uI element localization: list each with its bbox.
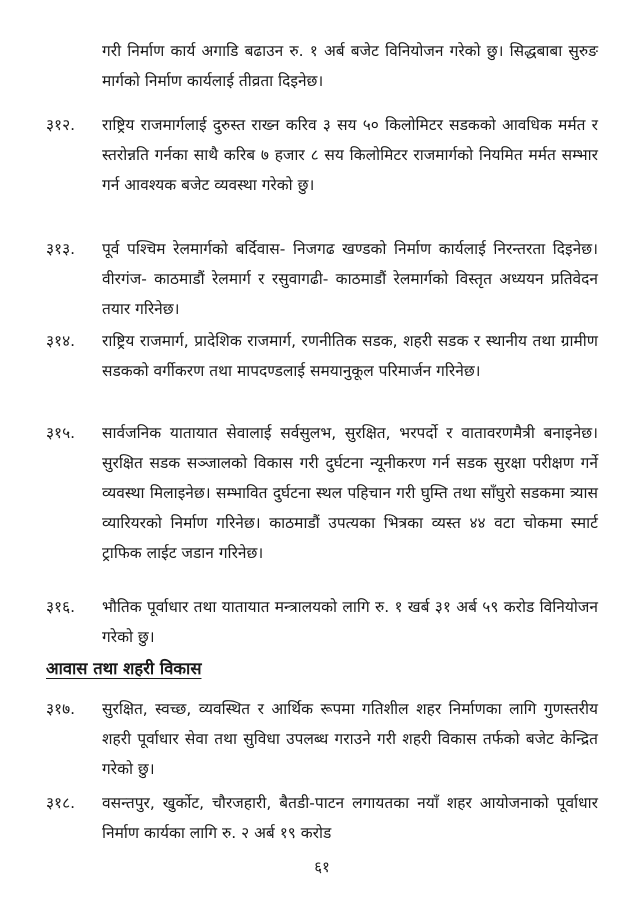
paragraph-316: [46, 592, 598, 652]
paragraph-number: ३१२.: [46, 116, 76, 134]
paragraph-315: [46, 418, 598, 568]
paragraph-number: ३१५.: [46, 424, 76, 442]
paragraph-318: [46, 788, 598, 848]
paragraph-text: राष्ट्रिय राजमार्गलाई दुरुस्त राख्न करिव ३ सय ५० किलोमिटर सडकको आवधिक मर्मत र स्तरोन्नति गर्नका साथै करिब ७ हजार ८ सय किलोमिटर राजमार्गको नियमित मर्मत सम्भार गर्न आवश्यक बजेट व्यवस्था गरेको छु।: [102, 116, 598, 194]
paragraph-number: ३१६.: [46, 598, 76, 616]
paragraph-text: पूर्व पश्चिम रेलमार्गको बर्दिवास- निजगढ खण्डको निर्माण कार्यलाई निरन्तरता दिइनेछ। वीरगंज- काठमाडौं रेलमार्ग र रसुवागढी- काठमाडौं रेलमार्गको विस्तृत अध्ययन प्रतिवेदन तयार गरिनेछ।: [102, 240, 598, 318]
paragraph-text: सुरक्षित, स्वच्छ, व्यवस्थित र आर्थिक रूपमा गतिशील शहर निर्माणका लागि गुणस्तरीय शहरी पूर्वाधार सेवा तथा सुविधा उपलब्ध गराउने गरी शहरी विकास तर्फको बजेट केन्द्रित गरेको छु।: [102, 700, 598, 778]
paragraph-text: सार्वजनिक यातायात सेवालाई सर्वसुलभ, सुरक्षित, भरपर्दो र वातावरणमैत्री बनाइनेछ। सुरक्षित सडक सञ्जालको विकास गरी दुर्घटना न्यूनीकरण गर्न सडक सुरक्षा परीक्षण गर्ने व्यवस्था मिलाइनेछ। सम्भावित दुर्घटना स्थल पहिचान गरी घुम्ति तथा साँघुरो सडकमा त्र्यास व्यारियरको निर्माण गरिनेछ। काठमाडौं उपत्यका भित्रका व्यस्त ४४ वटा चोकमा स्मार्ट ट्राफिक लाईट जडान गरिनेछ।: [102, 424, 598, 562]
section-heading: आवास तथा शहरी विकास: [46, 659, 202, 678]
paragraph-text: भौतिक पूर्वाधार तथा यातायात मन्त्रालयको लागि रु. १ खर्ब ३१ अर्ब ५९ करोड विनियोजन गरेको छु।: [102, 598, 598, 646]
paragraph-text: वसन्तपुर, खुर्कोट, चौरजहारी, बैतडी-पाटन लगायतका नयाँ शहर आयोजनाको पूर्वाधार निर्माण कार्यका लागि रु. २ अर्ब १९ करोड: [102, 794, 598, 842]
paragraph-312: [46, 110, 598, 200]
paragraph-text: गरी निर्माण कार्य अगाडि बढाउन रु. १ अर्ब बजेट विनियोजन गरेको छु। सिद्धबाबा सुरुङ मार्गको निर्माण कार्यलाई तीव्रता दिइनेछ।: [102, 42, 598, 90]
paragraph-number: ३१८.: [46, 794, 76, 812]
paragraph-314: [46, 326, 598, 386]
paragraph-number: ३१७.: [46, 700, 76, 718]
paragraph-number: ३१४.: [46, 332, 76, 350]
paragraph-continued: [46, 36, 598, 96]
paragraph-317: [46, 694, 598, 784]
paragraph-text: राष्ट्रिय राजमार्ग, प्रादेशिक राजमार्ग, रणनीतिक सडक, शहरी सडक र स्थानीय तथा ग्रामीण सडकको वर्गीकरण तथा मापदण्डलाई समयानुकूल परिमार्जन गरिनेछ।: [102, 332, 598, 380]
page-number: ६१: [314, 858, 330, 876]
paragraph-number: ३१३.: [46, 240, 76, 258]
paragraph-313: [46, 234, 598, 324]
